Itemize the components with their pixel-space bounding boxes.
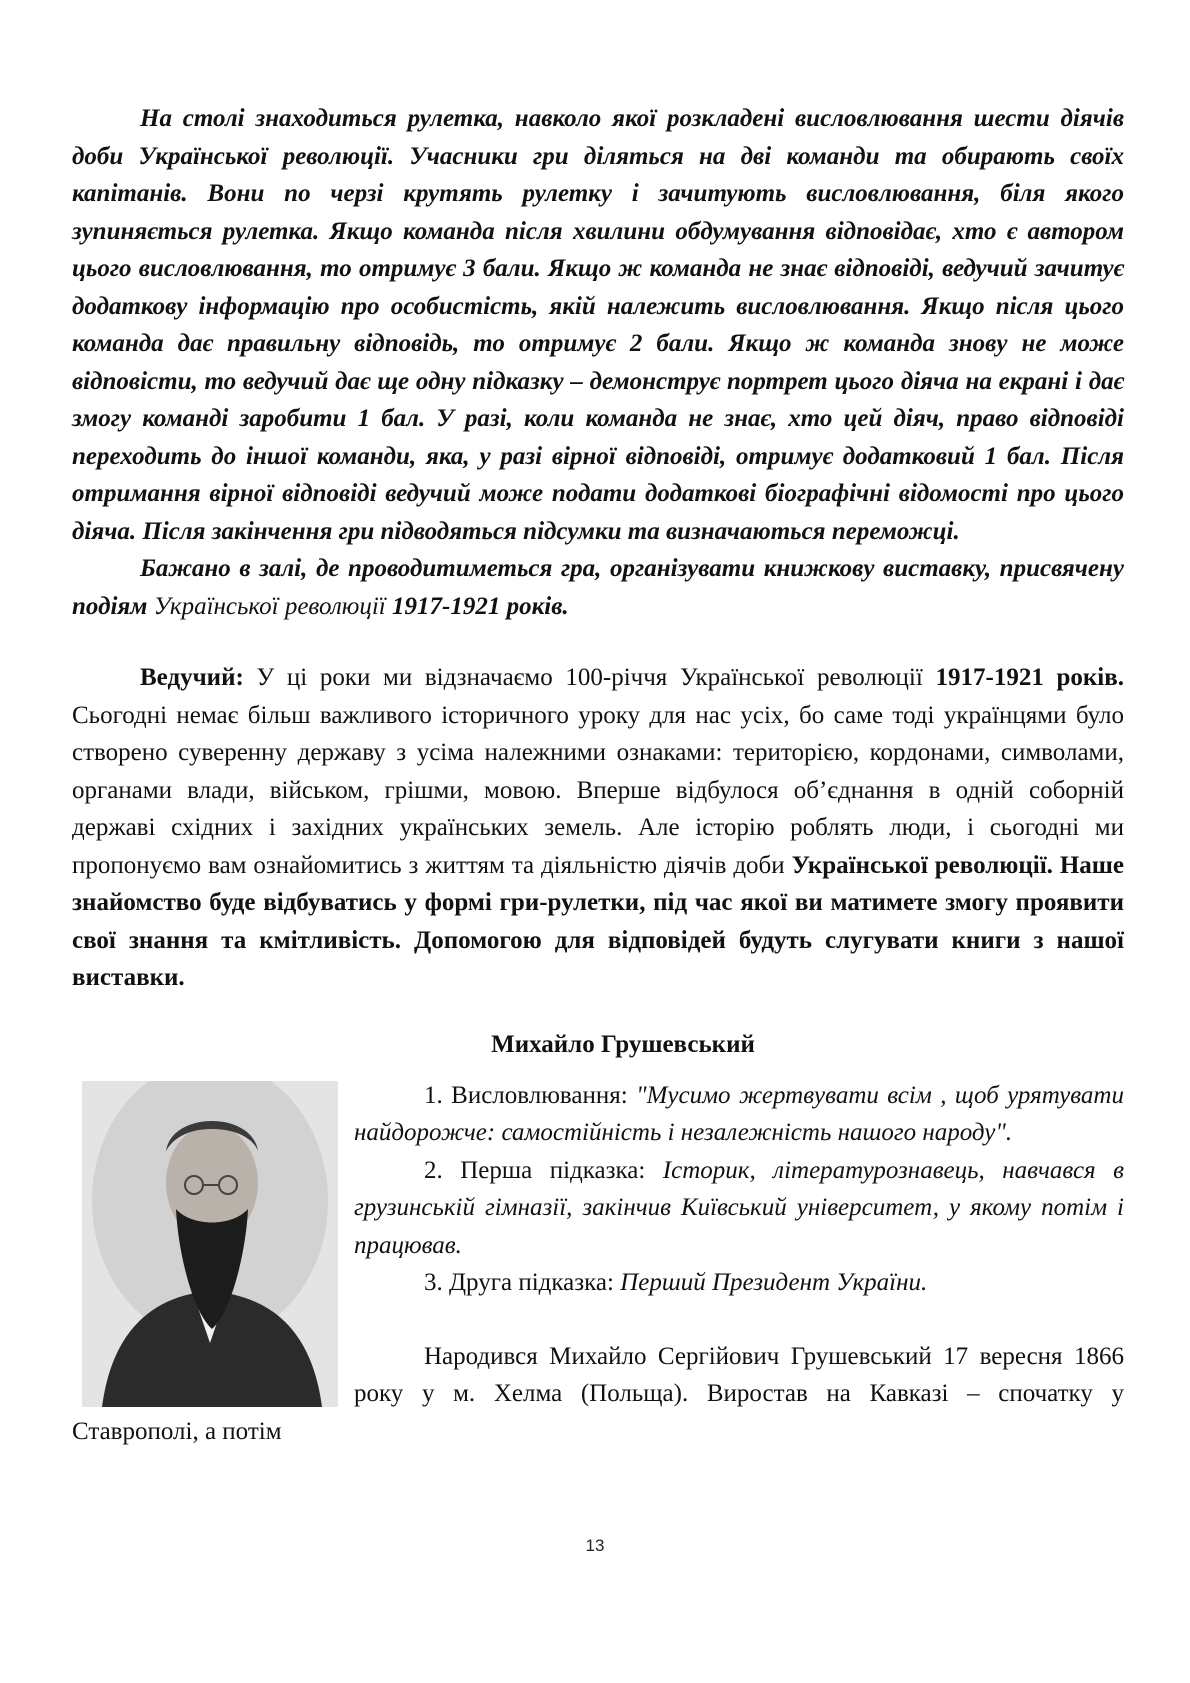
host-text-3: Сьогодні немає більш важливого історичного уроку для нас усіх, бо саме тоді українцями було створено суверенну державу з усіма належними ознаками: територією, кордонами, символами, органами влади, військом, грішми, мовою. Вперше відбулося об’єднання в одній соборній державі східних і західних українських земель. Але історію роблять люди, і сьогодні ми пропонуємо вам ознайомитись з життям та діяльністю діячів доби <box>72 701 1124 879</box>
hint-1-text: Історик, літературознавець, навчався в грузинській гімназії, закінчив Київський університет, у якому потім і працював. <box>354 1156 1124 1259</box>
host-text-4: Української революції. Наше знайомство буде відбуватись у формі гри-рулетки, під час якої ви матимете змогу проявити свої знання та кмітливість. Допомогою для відповідей будуть слугувати книги з нашої виставки. <box>72 851 1124 991</box>
quote-label: 1. Висловлювання: <box>424 1081 637 1109</box>
exhibition-text-b: Української революції <box>153 592 386 620</box>
portrait-photo <box>82 1081 338 1407</box>
exhibition-paragraph <box>72 550 1124 625</box>
document-page <box>72 100 1124 1450</box>
section-title: Михайло Грушевський <box>491 1030 755 1058</box>
page-number: 13 <box>585 1536 605 1555</box>
host-text-2: 1917-1921 років. <box>935 664 1124 691</box>
biography-paragraph: Народився Михайло Сергійович Грушевський 17 вересня 1866 року у м. Хелма (Польща). Виростав на Кавказі – спочатку у Ставрополі, а потім <box>72 1342 1124 1445</box>
hint-1-label: 2. Перша підказка: <box>424 1156 663 1184</box>
host-label: Ведучий: <box>140 664 244 691</box>
intro-paragraph: На столі знаходиться рулетка, навколо якої розкладені висловлювання шести діячів доби Української революції. Учасники гри діляться на дві команди та обирають своїх капітанів. Вони по черзі крутять рулетку і зачитують висловлювання, біля якого зупиняється рулетка. Якщо команда після хвилини обдумування відповідає, хто є автором цього висловлювання, то отримує 3 бали. Якщо ж команда не знає відповіді, ведучий зачитує додаткову інформацію про особистість, якій належить висловлювання. Якщо після цього команда дає правильну відповідь, то отримує 2 бали. Якщо ж команда знову не може відповісти, то ведучий дає ще одну підказку – демонструє портрет цього діяча на екрані і дає змогу команді заробити 1 бал. У разі, коли команда не знає, хто цей діяч, право відповіді переходить до іншої команди, яка, у разі вірної відповіді, отримує додатковий 1 бал. Після отримання вірної відповіді ведучий може подати додаткові біографічні відомості про цього діяча. Після закінчення гри підводяться підсумки та визначаються переможці. <box>72 105 1124 545</box>
exhibition-text-a: Бажано в залі, де проводитиметься гра, організувати книжкову виставку, присвячену подіям <box>72 555 1124 620</box>
hint-2-text: Перший Президент України. <box>620 1269 928 1296</box>
quote-text: "Мусимо жертвувати всім , щоб урятувати найдорожче: самостійність і незалежність нашого народу". <box>354 1081 1124 1146</box>
exhibition-text-c: 1917-1921 років. <box>385 592 569 620</box>
portrait-image <box>82 1081 338 1407</box>
host-text-1: У ці роки ми відзначаємо 100-річчя Української революції <box>243 664 936 691</box>
host-paragraph <box>72 659 1124 997</box>
hint-2-label: 3. Друга підказка: <box>424 1269 621 1296</box>
